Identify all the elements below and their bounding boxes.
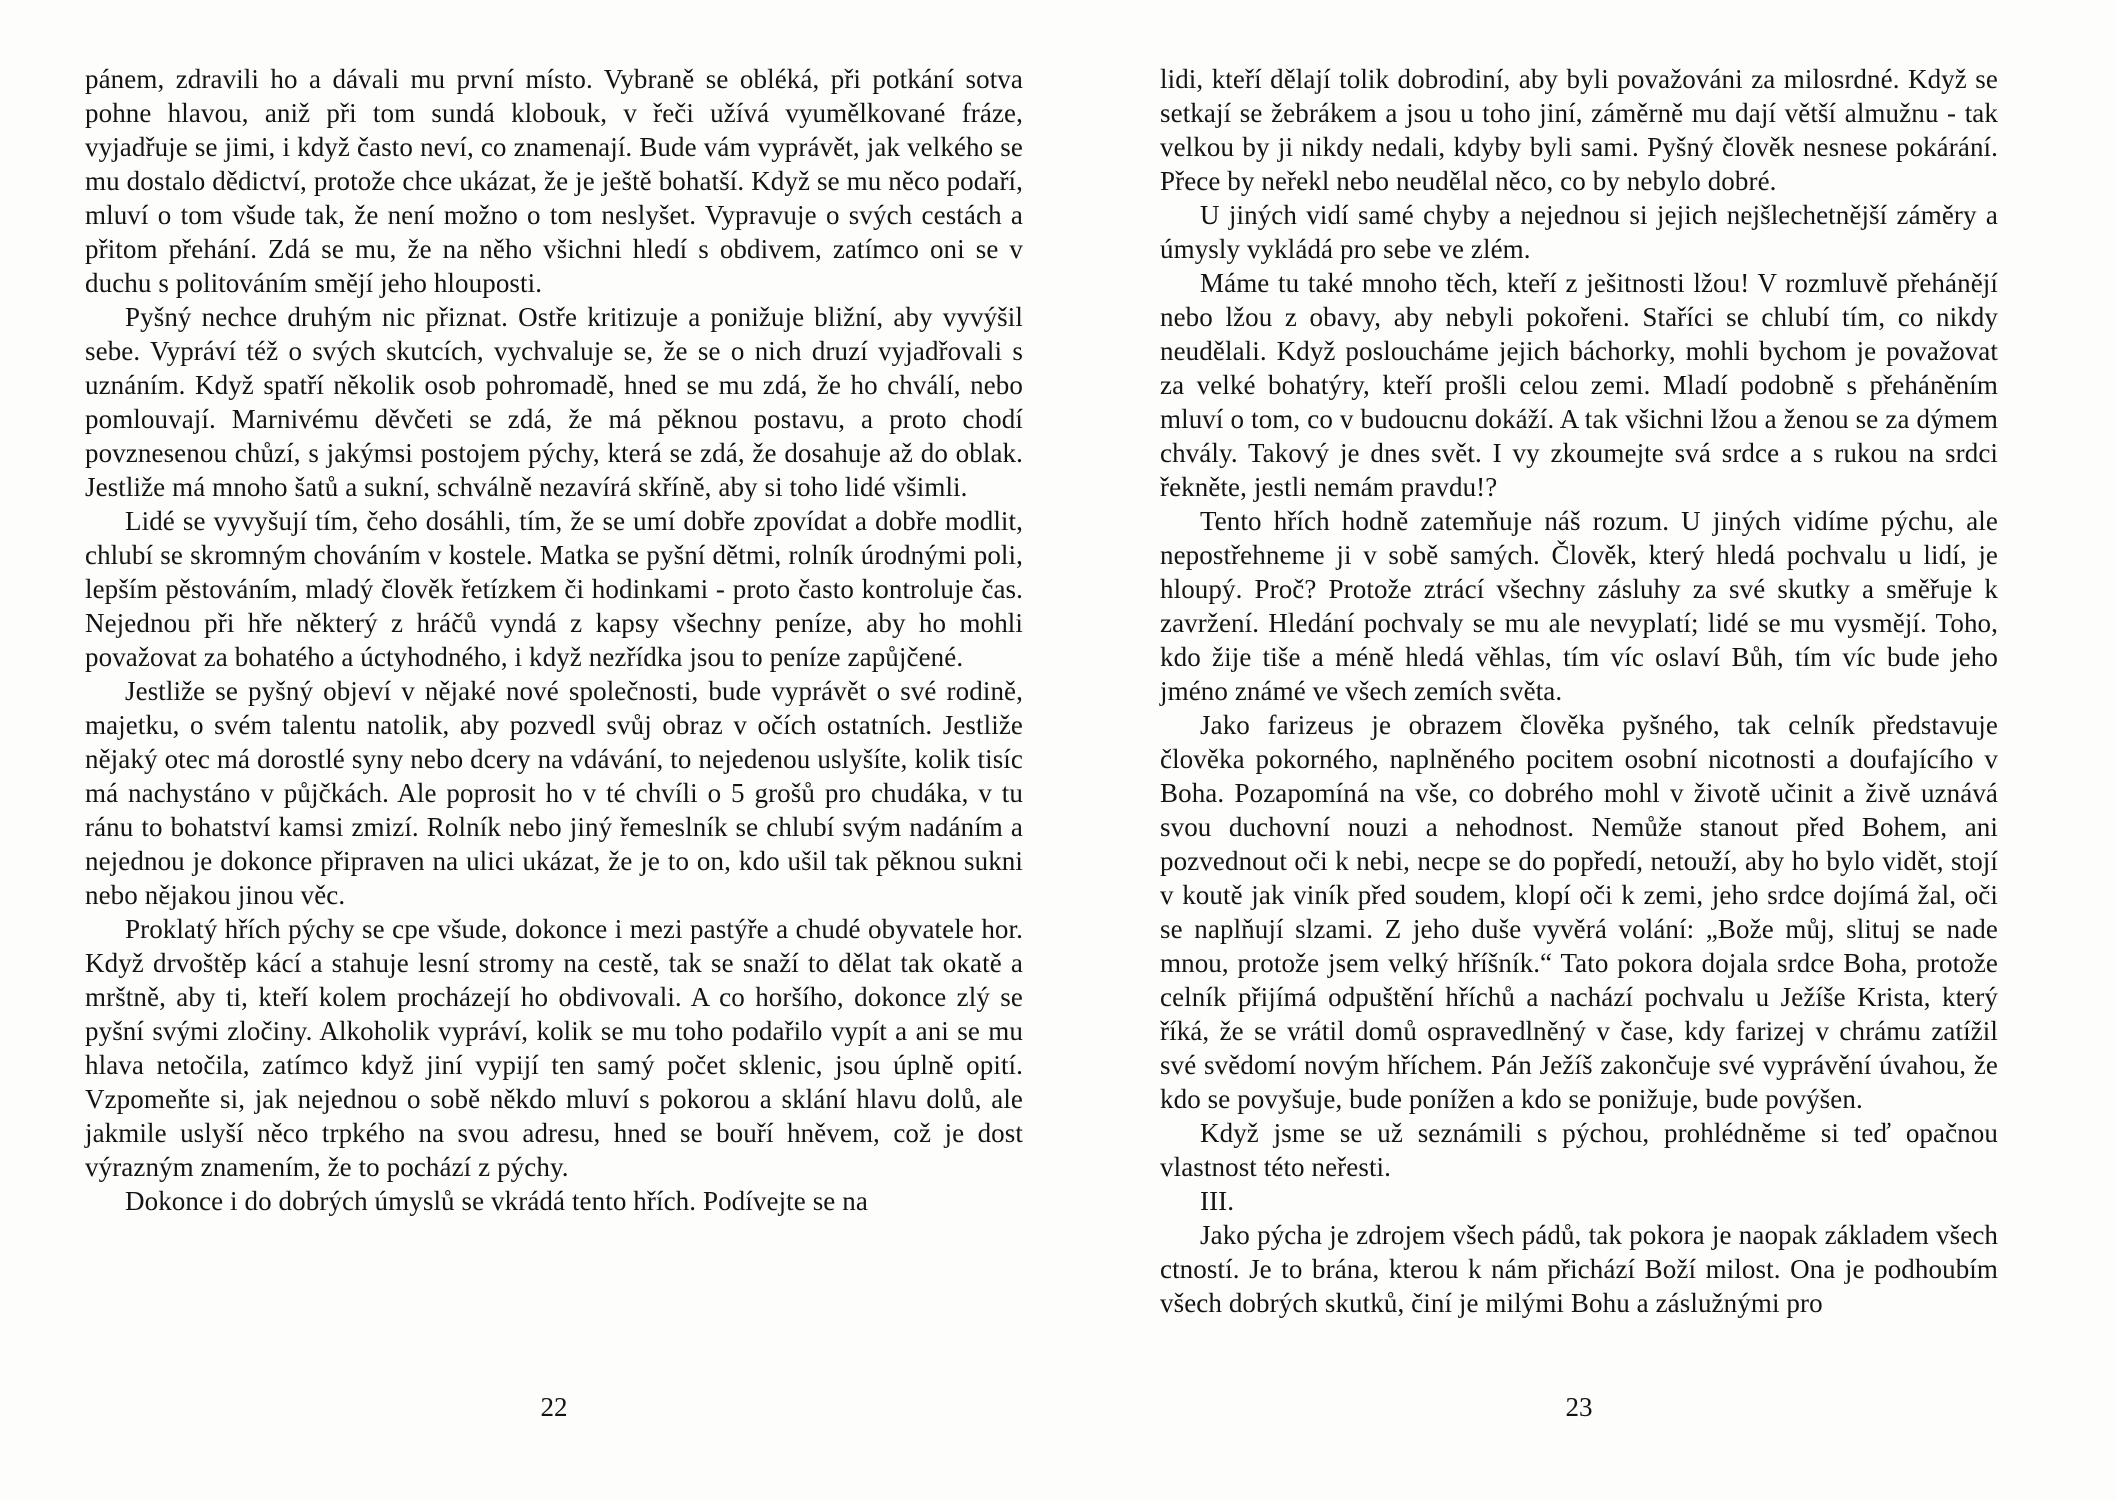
paragraph: Jako pýcha je zdrojem všech pádů, tak pokora je naopak základem všech ctností. Je to brána, kterou k nám přichází Boží milost. Ona je podhoubím všech dobrých skutků, činí je milými Bohu a záslužnými pro [1160, 1220, 1998, 1318]
paragraph: Jestliže se pyšný objeví v nějaké nové společnosti, bude vyprávět o své rodině, majetku, o svém talentu natolik, aby pozvedl svůj obraz v očích ostatních. Jestliže nějaký otec má dorostlé syny nebo dcery na vdávání, to nejedenou uslyšíte, kolik tisíc má nachystáno v půjčkách. Ale poprosit ho v té chvíli o 5 grošů pro chudáka, v tu ránu to bohatství kamsi zmizí. Rolník nebo jiný řemeslník se chlubí svým nadáním a nejednou je dokonce připraven na ulici ukázat, že je to on, kdo ušil tak pěknou sukni nebo nějakou jinou věc. [85, 676, 1023, 910]
page-right [1160, 62, 1998, 1320]
paragraph: Proklatý hřích pýchy se cpe všude, dokonce i mezi pastýře a chudé obyvatele hor. Když drvoštěp kácí a stahuje lesní stromy na cestě, tak se snaží to dělat tak okatě a mrštně, aby ti, kteří kolem procházejí ho obdivovali. A co horšího, dokonce zlý se pyšní svými zločiny. Alkoholik vypráví, kolik se mu toho podařilo vypít a ani se mu hlava netočila, zatímco když jiní vypijí ten samý počet sklenic, jsou úplně opití. Vzpomeňte si, jak nejednou o sobě někdo mluví s pokorou a sklání hlavu dolů, ale jakmile uslyší něco trpkého na svou adresu, hned se bouří hněvem, což je dost výrazným znamením, že to pochází z pýchy. [85, 914, 1023, 1182]
paragraph: Dokonce i do dobrých úmyslů se vkrádá tento hřích. Podívejte se na [125, 1186, 868, 1216]
paragraph: Pyšný nechce druhým nic přiznat. Ostře kritizuje a ponižuje bližní, aby vyvýšil sebe. Vypráví též o svých skutcích, vychvaluje se, že se o nich druzí vyjadřovali s uznáním. Když spatří několik osob pohromadě, hned se mu zdá, že ho chválí, nebo pomlouvají. Marnivému děvčeti se zdá, že má pěknou postavu, a proto chodí povznesenou chůzí, s jakýmsi postojem pýchy, která se zdá, že dosahuje až do oblak. Jestliže má mnoho šatů a sukní, schválně nezavírá skříně, aby si toho lidé všimli. [85, 302, 1023, 502]
page-number-left: 22 [540, 1392, 568, 1422]
paragraph: Lidé se vyvyšují tím, čeho dosáhli, tím, že se umí dobře zpovídat a dobře modlit, chlubí se skromným chováním v kostele. Matka se pyšní dětmi, rolník úrodnými poli, lepším pěstováním, mladý člověk řetízkem či hodinkami - proto často kontroluje čas. Nejednou při hře některý z hráčů vyndá z kapsy všechny peníze, aby ho mohli považovat za bohatého a úctyhodného, i když nezřídka jsou to peníze zapůjčené. [85, 506, 1023, 672]
paragraph: Jako farizeus je obrazem člověka pyšného, tak celník představuje člověka pokorného, naplněného pocitem osobní nicotnosti a doufajícího v Boha. Pozapomíná na vše, co dobrého mohl v životě učinit a živě uznává svou duchovní nouzi a nehodnost. Nemůže stanout před Bohem, ani pozvednout oči k nebi, necpe se do popředí, netouží, aby ho bylo vidět, stojí v koutě jak viník před soudem, klopí oči k zemi, jeho srdce dojímá žal, oči se naplňují slzami. Z jeho duše vyvěrá volání: „Bože můj, slituj se nade mnou, protože jsem velký hříšník.“ Tato pokora dojala srdce Boha, protože celník přijímá odpuštění hříchů a nachází pochvalu u Ježíše Krista, který říká, že se vrátil domů ospravedlněný v čase, kdy farizej v chrámu zatížil své svědomí novým hříchem. Pán Ježíš zakončuje své vyprávění úvahou, že kdo se povyšuje, bude ponížen a kdo se ponižuje, bude povýšen. [1160, 710, 1998, 1114]
paragraph: Máme tu také mnoho těch, kteří z ješitnosti lžou! V rozmluvě přehánějí nebo lžou z obavy, aby nebyli pokořeni. Staříci se chlubí tím, co nikdy neudělali. Když posloucháme jejich báchorky, mohli bychom je považovat za velké bohatýry, kteří prošli celou zemi. Mladí podobně s přeháněním mluví o tom, co v budoucnu dokáží. A tak všichni lžou a ženou se za dýmem chvály. Takový je dnes svět. I vy zkoumejte svá srdce a s rukou na srdci řekněte, jestli nemám pravdu!? [1160, 268, 1998, 502]
page-left [85, 62, 1023, 1218]
paragraph: pánem, zdravili ho a dávali mu první místo. Vybraně se obléká, při potkání sotva pohne hlavou, aniž při tom sundá klobouk, v řeči užívá vyumělkované fráze, vyjadřuje se jimi, i když často neví, co znamenají. Bude vám vyprávět, jak velkého se mu dostalo dědictví, protože chce ukázat, že je ještě bohatší. Když se mu něco podaří, mluví o tom všude tak, že není možno o tom neslyšet. Vypravuje o svých cestách a přitom přehání. Zdá se mu, že na něho všichni hledí s obdivem, zatímco oni se v duchu s politováním smějí jeho hlouposti. [85, 64, 1023, 298]
page-number-right: 23 [1565, 1392, 1593, 1422]
paragraph: Tento hřích hodně zatemňuje náš rozum. U jiných vidíme pýchu, ale nepostřehneme ji v sobě samých. Člověk, který hledá pochvalu u lidí, je hloupý. Proč? Protože ztrácí všechny zásluhy za své skutky a směřuje k zavržení. Hledání pochvaly se mu ale nevyplatí; lidé se mu vysmějí. Toho, kdo žije tiše a méně hledá věhlas, tím víc oslaví Bůh, tím víc bude jeho jméno známé ve všech zemích světa. [1160, 506, 1998, 706]
paragraph: U jiných vidí samé chyby a nejednou si jejich nejšlechetnější záměry a úmysly vykládá pro sebe ve zlém. [1160, 200, 1998, 264]
section-heading: III. [1200, 1186, 1235, 1216]
paragraph: lidi, kteří dělají tolik dobrodiní, aby byli považováni za milosrdné. Když se setkají se žebrákem a jsou u toho jiní, záměrně mu dají větší almužnu - tak velkou by ji nikdy nedali, kdyby byli sami. Pyšný člověk nesnese pokárání. Přece by neřekl nebo neudělal něco, co by nebylo dobré. [1160, 64, 1998, 196]
paragraph: Když jsme se už seznámili s pýchou, prohlédněme si teď opačnou vlastnost této neřesti. [1160, 1118, 1998, 1182]
